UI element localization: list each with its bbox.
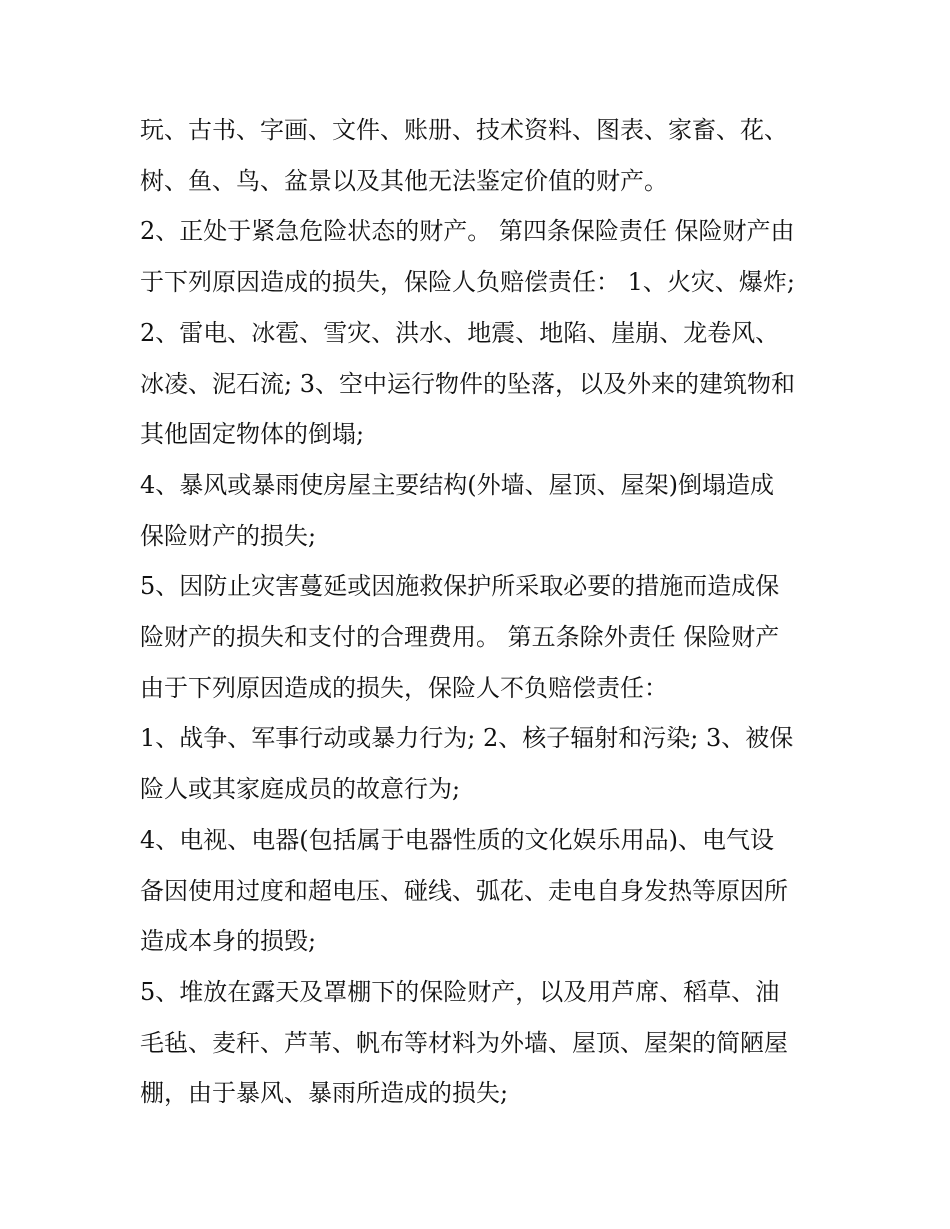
text-line: 其他固定物体的倒塌; <box>140 420 365 449</box>
text-line: 险人或其家庭成员的故意行为; <box>140 775 461 804</box>
text-line: 5、因防止灾害蔓延或因施救保护所采取必要的措施而造成保 <box>140 572 780 601</box>
text-line: 由于下列原因造成的损失，保险人不负赔偿责任： <box>140 673 668 702</box>
text-line: 1、战争、军事行动或暴力行为; 2、核子辐射和污染; 3、被保 <box>140 724 794 753</box>
paragraph-liability-item-4 <box>140 460 820 561</box>
paragraph-exclusion-items-1-3 <box>140 713 820 814</box>
text-line: 险财产的损失和支付的合理费用。 第五条除外责任 保险财产 <box>140 623 780 652</box>
text-line: 于下列原因造成的损失，保险人负赔偿责任： 1、火灾、爆炸; <box>140 268 795 297</box>
paragraph-excluded-items-continued <box>140 105 820 206</box>
paragraph-article-5-exclusions <box>140 561 820 713</box>
text-line: 玩、古书、字画、文件、账册、技术资料、图表、家畜、花、 <box>140 116 788 144</box>
paragraph-exclusion-item-4 <box>140 815 820 967</box>
text-line: 2、正处于紧急危险状态的财产。 第四条保险责任 保险财产由 <box>140 217 795 246</box>
paragraph-article-4-liability <box>140 206 820 307</box>
text-line: 保险财产的损失; <box>140 521 317 550</box>
text-line: 5、堆放在露天及罩棚下的保险财产，以及用芦席、稻草、油 <box>140 977 780 1006</box>
paragraph-exclusion-item-5 <box>140 967 820 1119</box>
paragraph-liability-items-2-3 <box>140 308 820 460</box>
text-line: 4、电视、电器(包括属于电器性质的文化娱乐用品)、电气设 <box>140 825 774 854</box>
document-body <box>140 105 820 1119</box>
text-line: 冰凌、泥石流; 3、空中运行物件的坠落，以及外来的建筑物和 <box>140 369 795 398</box>
text-line: 棚，由于暴风、暴雨所造成的损失; <box>140 1079 509 1108</box>
text-line: 4、暴风或暴雨使房屋主要结构(外墙、屋顶、屋架)倒塌造成 <box>140 470 774 499</box>
text-line: 造成本身的损毁; <box>140 927 317 956</box>
text-line: 备因使用过度和超电压、碰线、弧花、走电自身发热等原因所 <box>140 876 788 905</box>
text-line: 树、鱼、鸟、盆景以及其他无法鉴定价值的财产。 <box>140 166 668 195</box>
text-line: 2、雷电、冰雹、雪灾、洪水、地震、地陷、崖崩、龙卷风、 <box>140 318 780 347</box>
text-line: 毛毡、麦秆、芦苇、帆布等材料为外墙、屋顶、屋架的简陋屋 <box>140 1028 788 1057</box>
